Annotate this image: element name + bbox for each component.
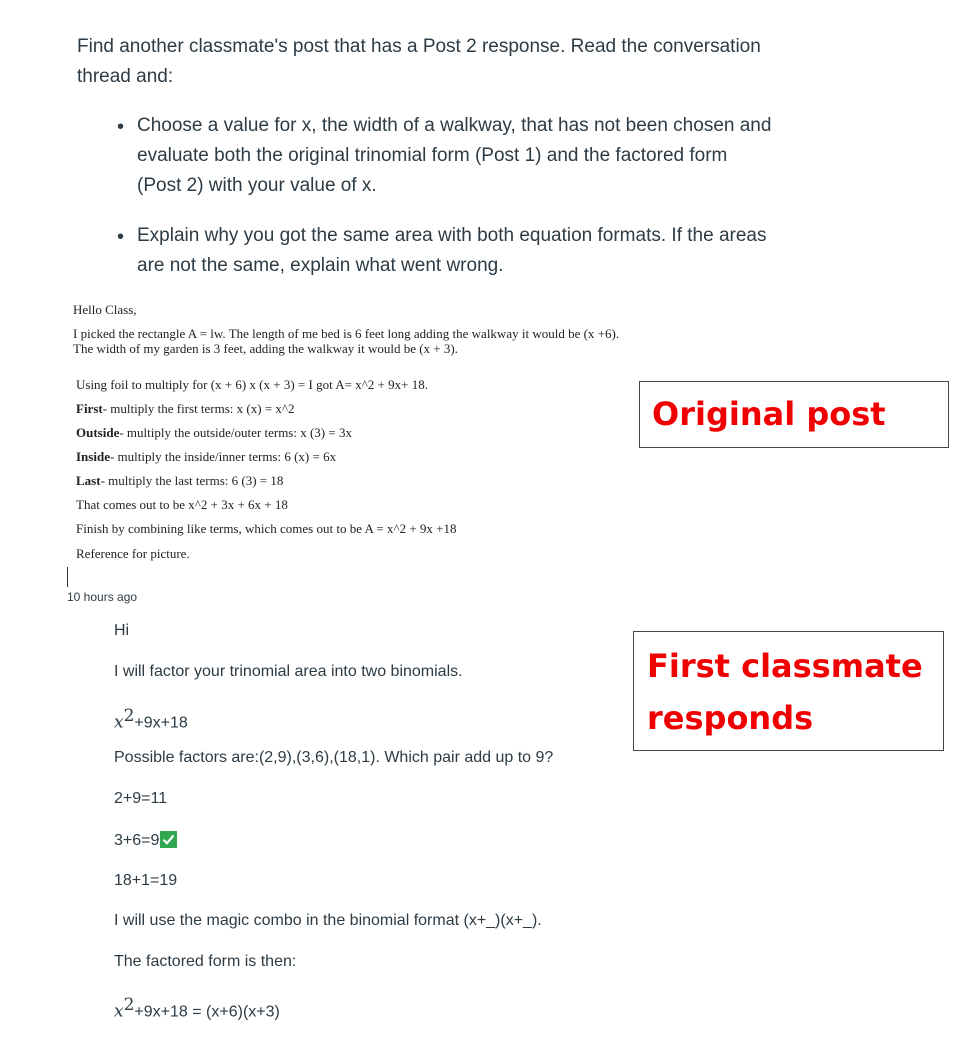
bullet-1-line: evaluate both the original trinomial form (Post 1) and the factored form bbox=[137, 145, 728, 166]
reply-greeting: Hi bbox=[114, 622, 130, 639]
check-mark-icon bbox=[160, 831, 177, 848]
post-line-1: I picked the rectangle A = lw. The length of me bed is 6 feet long adding the walkway it would be (x +6). bbox=[73, 326, 620, 341]
bullet-dot-2: • bbox=[117, 226, 125, 248]
text-cursor bbox=[67, 567, 68, 587]
reply-sum-2: 3+6=9 bbox=[114, 832, 160, 849]
bullet-2-line: are not the same, explain what went wrong. bbox=[137, 255, 504, 276]
foil-step-label: First bbox=[76, 401, 103, 416]
assignment-intro-line1: Find another classmate's post that has a Post 2 response. Read the conversation bbox=[77, 36, 761, 57]
post-reference: Reference for picture. bbox=[76, 546, 190, 561]
foil-finish: Finish by combining like terms, which comes out to be A = x^2 + 9x +18 bbox=[76, 521, 457, 536]
callout-original-post bbox=[639, 381, 949, 448]
reply-magic-combo: I will use the magic combo in the binomial format (x+_)(x+_). bbox=[114, 912, 542, 929]
reply-expression bbox=[114, 706, 188, 732]
foil-step-text: - multiply the outside/outer terms: x (3) = 3x bbox=[119, 425, 352, 440]
foil-step-last bbox=[76, 473, 283, 489]
post-greeting: Hello Class, bbox=[73, 302, 137, 317]
callout-original-label: Original post bbox=[652, 395, 886, 433]
math-rest: +9x+18 = (x+6)(x+3) bbox=[134, 1003, 280, 1021]
reply-final-equation bbox=[114, 995, 280, 1021]
callout-first-line1: First classmate bbox=[647, 647, 923, 685]
bullet-1-line: (Post 2) with your value of x. bbox=[137, 175, 377, 196]
reply-sum-1: 2+9=11 bbox=[114, 790, 168, 807]
foil-step-first bbox=[76, 401, 295, 417]
reply-possible-factors: Possible factors are:(2,9),(3,6),(18,1). Which pair add up to 9? bbox=[114, 749, 554, 766]
foil-step-text: - multiply the inside/inner terms: 6 (x) = 6x bbox=[109, 449, 337, 464]
foil-result: That comes out to be x^2 + 3x + 6x + 18 bbox=[76, 497, 288, 512]
foil-step-text: - multiply the last terms: 6 (3) = 18 bbox=[100, 473, 284, 488]
foil-intro: Using foil to multiply for (x + 6) x (x + 3) = I got A= x^2 + 9x+ 18. bbox=[76, 377, 428, 392]
foil-step-label: Outside bbox=[76, 425, 120, 440]
reply-sum-2-row bbox=[114, 831, 177, 850]
foil-step-label: Inside bbox=[76, 449, 110, 464]
foil-step-inside bbox=[76, 449, 336, 465]
math-exponent: 2 bbox=[123, 706, 135, 726]
callout-first-line2: responds bbox=[647, 699, 814, 737]
math-exponent: 2 bbox=[123, 995, 135, 1015]
reply-timestamp: 10 hours ago bbox=[67, 590, 138, 604]
bullet-dot-1: • bbox=[117, 116, 125, 138]
reply-sum-3: 18+1=19 bbox=[114, 872, 178, 889]
reply-intro: I will factor your trinomial area into two binomials. bbox=[114, 663, 463, 680]
math-variable: x bbox=[114, 712, 124, 733]
math-variable: x bbox=[114, 1001, 124, 1022]
foil-step-label: Last bbox=[76, 473, 101, 488]
bullet-1-line: Choose a value for x, the width of a walkway, that has not been chosen and bbox=[137, 115, 772, 136]
post-line-2: The width of my garden is 3 feet, adding the walkway it would be (x + 3). bbox=[73, 341, 458, 356]
math-rest: +9x+18 bbox=[134, 714, 188, 732]
reply-factored-intro: The factored form is then: bbox=[114, 953, 297, 970]
assignment-bullet-1 bbox=[137, 111, 771, 201]
bullet-2-line: Explain why you got the same area with both equation formats. If the areas bbox=[137, 225, 767, 246]
foil-step-text: - multiply the first terms: x (x) = x^2 bbox=[102, 401, 295, 416]
assignment-intro-line2: thread and: bbox=[77, 66, 174, 87]
assignment-bullet-2 bbox=[137, 221, 766, 281]
assignment-intro bbox=[77, 32, 761, 92]
foil-step-outside bbox=[76, 425, 352, 441]
callout-first-classmate bbox=[633, 631, 944, 751]
